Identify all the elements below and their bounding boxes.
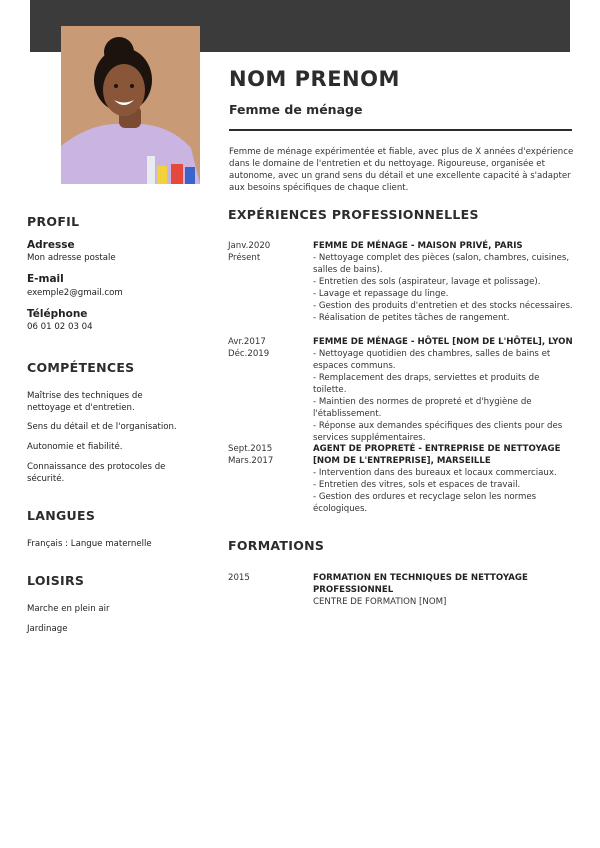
experience-bullet: - Entretien des sols (aspirateur, lavage et polissage). — [313, 277, 541, 287]
section-title-loisirs: LOISIRS — [27, 573, 85, 588]
address-value: Mon adresse postale — [27, 253, 116, 263]
experience-dates — [228, 443, 308, 467]
phone-label: Téléphone — [27, 308, 88, 320]
section-title-competences: COMPÉTENCES — [27, 360, 135, 375]
experience-bullet: - Remplacement des draps, serviettes et produits de toilette. — [313, 373, 540, 395]
skill-item: Sens du détail et de l'organisation. — [27, 422, 177, 432]
language-item: Français : Langue maternelle — [27, 539, 152, 549]
experience-details — [313, 336, 573, 444]
header-divider — [229, 129, 572, 131]
formation-school: CENTRE DE FORMATION [NOM] — [313, 597, 447, 607]
hobby-item: Marche en plein air — [27, 604, 110, 614]
section-title-experiences: EXPÉRIENCES PROFESSIONNELLES — [228, 207, 479, 222]
phone-value: 06 01 02 03 04 — [27, 322, 93, 332]
address-label: Adresse — [27, 239, 75, 251]
skill-item: Connaissance des protocoles de sécurité. — [27, 462, 166, 484]
experience-start: Sept.2015 — [228, 444, 273, 454]
experience-bullet: - Lavage et repassage du linge. — [313, 289, 449, 299]
experience-details — [313, 443, 573, 515]
experience-bullet: - Gestion des ordures et recyclage selon les normes écologiques. — [313, 492, 537, 514]
experience-end: Déc.2019 — [228, 349, 270, 359]
email-value: exemple2@gmail.com — [27, 288, 123, 298]
section-title-formations: FORMATIONS — [228, 538, 325, 553]
section-title-profil: PROFIL — [27, 214, 80, 229]
experience-start: Janv.2020 — [228, 241, 271, 251]
experience-bullet: - Maintien des normes de propreté et d'hygiène de l'établissement. — [313, 397, 532, 419]
hobby-item: Jardinage — [27, 624, 68, 634]
experience-bullet: - Entretien des vitres, sols et espaces de travail. — [313, 480, 521, 490]
experience-bullet: - Réalisation de petites tâches de rangement. — [313, 313, 510, 323]
experience-dates — [228, 336, 308, 360]
skill-item: Autonomie et fiabilité. — [27, 442, 123, 452]
experience-details — [313, 240, 573, 324]
formation-title: FORMATION EN TECHNIQUES DE NETTOYAGE PROFESSIONNEL — [313, 573, 528, 595]
experience-end: Mars.2017 — [228, 456, 274, 466]
experience-end: Présent — [228, 253, 261, 263]
formation-year: 2015 — [228, 573, 250, 583]
profile-summary: Femme de ménage expérimentée et fiable, avec plus de X années d'expérience dans le domaine de l'entretien et du nettoyage. Rigoureuse, organisée et autonome, avec un grand sens du détail et une excellente capacité à s'adapter aux besoins spécifiques de chaque client. — [229, 147, 574, 193]
portrait-image — [61, 26, 200, 184]
experience-bullet: - Nettoyage complet des pièces (salon, chambres, cuisines, salles de bains). — [313, 253, 570, 275]
job-title: Femme de ménage — [229, 102, 363, 117]
experience-dates — [228, 240, 308, 264]
profile-photo — [61, 26, 200, 184]
experience-start: Avr.2017 — [228, 337, 266, 347]
experience-title: AGENT DE PROPRETÉ - ENTREPRISE DE NETTOYAGE [NOM DE L'ENTREPRISE], MARSEILLE — [313, 444, 561, 466]
skill-item: Maîtrise des techniques de nettoyage et d'entretien. — [27, 391, 143, 413]
experience-bullet: - Réponse aux demandes spécifiques des clients pour des services supplémentaires. — [313, 421, 563, 443]
section-title-langues: LANGUES — [27, 508, 96, 523]
experience-title: FEMME DE MÉNAGE - MAISON PRIVÉ, PARIS — [313, 241, 523, 251]
experience-bullet: - Intervention dans des bureaux et locaux commerciaux. — [313, 468, 557, 478]
person-name: NOM PRENOM — [229, 67, 400, 91]
formation-details — [313, 572, 573, 608]
experience-bullet: - Gestion des produits d'entretien et des stocks nécessaires. — [313, 301, 573, 311]
email-label: E-mail — [27, 273, 64, 285]
experience-bullet: - Nettoyage quotidien des chambres, salles de bains et espaces communs. — [313, 349, 551, 371]
experience-title: FEMME DE MÉNAGE - HÔTEL [NOM DE L'HÔTEL], LYON — [313, 337, 573, 347]
